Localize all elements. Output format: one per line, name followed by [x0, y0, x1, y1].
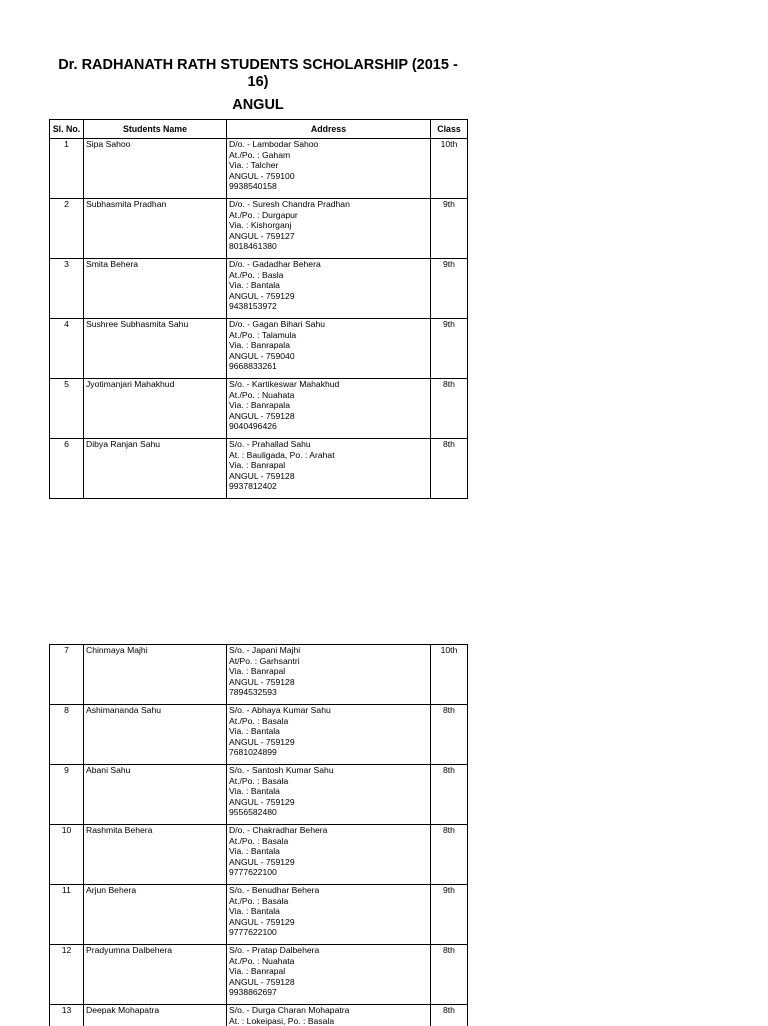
table-row — [50, 1005, 468, 1026]
address-line: Via. : Banrapal — [229, 666, 428, 677]
class-cell: 9th — [431, 319, 468, 379]
address-line: ANGUL - 759040 — [229, 351, 428, 362]
address-line: 9938540158 — [229, 181, 428, 192]
address-line: S/o. - Japani Majhi — [229, 645, 428, 656]
address-cell — [227, 825, 431, 885]
address-cell — [227, 1005, 431, 1026]
address-line: 7894532593 — [229, 687, 428, 698]
table-row — [50, 439, 468, 499]
address-cell — [227, 379, 431, 439]
address-line: Via. : Banrapala — [229, 340, 428, 351]
address-line: S/o. - Abhaya Kumar Sahu — [229, 705, 428, 716]
table-row — [50, 945, 468, 1005]
address-line: ANGUL - 759128 — [229, 677, 428, 688]
document-title-line-1: Dr. RADHANATH RATH STUDENTS SCHOLARSHIP (2015 - — [50, 57, 466, 74]
student-name-cell: Jyotimanjari Mahakhud — [84, 379, 227, 439]
address-line: 9938862697 — [229, 987, 428, 998]
address-line: Via. : Bantala — [229, 846, 428, 857]
address-cell — [227, 645, 431, 705]
scholarship-table-page-2 — [49, 644, 468, 1026]
address-line: ANGUL - 759128 — [229, 471, 428, 482]
student-name-cell: Deepak Mohapatra — [84, 1005, 227, 1026]
address-line: 9668833261 — [229, 361, 428, 372]
col-header-sl-no: Sl. No. — [50, 120, 84, 139]
class-cell: 9th — [431, 259, 468, 319]
table-row — [50, 885, 468, 945]
address-line: 9556582480 — [229, 807, 428, 818]
serial-number-cell: 2 — [50, 199, 84, 259]
address-line: S/o. - Durga Charan Mohapatra — [229, 1005, 428, 1016]
serial-number-cell: 12 — [50, 945, 84, 1005]
table-row — [50, 765, 468, 825]
table-row — [50, 139, 468, 199]
address-line: ANGUL - 759129 — [229, 797, 428, 808]
student-name-cell: Arjun Behera — [84, 885, 227, 945]
address-line: Via. : Kishorganj — [229, 220, 428, 231]
table-row — [50, 259, 468, 319]
student-name-cell: Sushree Subhasmita Sahu — [84, 319, 227, 379]
address-line: ANGUL - 759128 — [229, 977, 428, 988]
serial-number-cell: 8 — [50, 705, 84, 765]
address-line: Via. : Banrapal — [229, 966, 428, 977]
class-cell: 8th — [431, 765, 468, 825]
address-line: At./Po. : Basala — [229, 836, 428, 847]
address-line: S/o. - Benudhar Behera — [229, 885, 428, 896]
student-name-cell: Ashimananda Sahu — [84, 705, 227, 765]
address-cell — [227, 705, 431, 765]
address-line: At./Po. : Basala — [229, 896, 428, 907]
table-row — [50, 199, 468, 259]
student-name-cell: Smita Behera — [84, 259, 227, 319]
student-name-cell: Sipa Sahoo — [84, 139, 227, 199]
serial-number-cell: 5 — [50, 379, 84, 439]
student-name-cell: Abani Sahu — [84, 765, 227, 825]
table-header-row — [50, 120, 468, 139]
class-cell: 8th — [431, 705, 468, 765]
col-header-address: Address — [227, 120, 431, 139]
address-line: Via. : Talcher — [229, 160, 428, 171]
col-header-students-name: Students Name — [84, 120, 227, 139]
address-cell — [227, 885, 431, 945]
table-row — [50, 645, 468, 705]
serial-number-cell: 10 — [50, 825, 84, 885]
table-row — [50, 825, 468, 885]
address-line: At./Po. : Nuahata — [229, 956, 428, 967]
district-heading: ANGUL — [50, 97, 466, 114]
table-row — [50, 705, 468, 765]
table-row — [50, 319, 468, 379]
address-line: ANGUL - 759129 — [229, 291, 428, 302]
address-line: Via. : Bantala — [229, 726, 428, 737]
address-line: 8018461380 — [229, 241, 428, 252]
serial-number-cell: 1 — [50, 139, 84, 199]
address-line: At./Po. : Nuahata — [229, 390, 428, 401]
address-line: ANGUL - 759127 — [229, 231, 428, 242]
address-cell — [227, 765, 431, 825]
class-cell: 10th — [431, 645, 468, 705]
serial-number-cell: 7 — [50, 645, 84, 705]
address-line: D/o. - Lambodar Sahoo — [229, 139, 428, 150]
serial-number-cell: 6 — [50, 439, 84, 499]
address-line: At./Po. : Basala — [229, 716, 428, 727]
address-cell — [227, 259, 431, 319]
address-line: At./Po. : Basala — [229, 776, 428, 787]
address-line: S/o. - Pratap Dalbehera — [229, 945, 428, 956]
address-line: At./Po. : Gaham — [229, 150, 428, 161]
serial-number-cell: 11 — [50, 885, 84, 945]
address-line: At/Po. : Garhsantri — [229, 656, 428, 667]
serial-number-cell: 9 — [50, 765, 84, 825]
address-line: ANGUL - 759129 — [229, 917, 428, 928]
class-cell: 8th — [431, 379, 468, 439]
scholarship-table-page-1 — [49, 119, 468, 499]
address-line: ANGUL - 759128 — [229, 411, 428, 422]
address-line: Via. : Banrapal — [229, 460, 428, 471]
address-line: 9438153972 — [229, 301, 428, 312]
address-line: ANGUL - 759100 — [229, 171, 428, 182]
serial-number-cell: 4 — [50, 319, 84, 379]
table-body-page-1 — [50, 139, 468, 499]
serial-number-cell: 13 — [50, 1005, 84, 1026]
class-cell: 8th — [431, 439, 468, 499]
student-name-cell: Rashmita Behera — [84, 825, 227, 885]
address-line: ANGUL - 759129 — [229, 737, 428, 748]
class-cell: 10th — [431, 139, 468, 199]
address-cell — [227, 945, 431, 1005]
address-line: At./Po. : Durgapur — [229, 210, 428, 221]
address-line: D/o. - Chakradhar Behera — [229, 825, 428, 836]
address-line: Via. : Banrapala — [229, 400, 428, 411]
class-cell: 9th — [431, 199, 468, 259]
address-line: Via. : Bantala — [229, 906, 428, 917]
address-cell — [227, 139, 431, 199]
class-cell: 9th — [431, 885, 468, 945]
student-name-cell: Subhasmita Pradhan — [84, 199, 227, 259]
address-cell — [227, 199, 431, 259]
address-line: 7681024899 — [229, 747, 428, 758]
table-row — [50, 379, 468, 439]
address-line: 9777622100 — [229, 927, 428, 938]
class-cell: 8th — [431, 1005, 468, 1026]
address-line: S/o. - Kartikeswar Mahakhud — [229, 379, 428, 390]
class-cell: 8th — [431, 945, 468, 1005]
student-name-cell: Chinmaya Majhi — [84, 645, 227, 705]
address-line: Via. : Bantala — [229, 280, 428, 291]
address-line: D/o. - Gagan Bihari Sahu — [229, 319, 428, 330]
col-header-class: Class — [431, 120, 468, 139]
address-line: 9040496426 — [229, 421, 428, 432]
address-line: 9937812402 — [229, 481, 428, 492]
address-line: 9777622100 — [229, 867, 428, 878]
student-name-cell: Pradyumna Dalbehera — [84, 945, 227, 1005]
address-line: At./Po. : Talamula — [229, 330, 428, 341]
address-line: At. : Lokeipasi, Po. : Basala — [229, 1016, 428, 1026]
address-line: D/o. - Gadadhar Behera — [229, 259, 428, 270]
address-line: Via. : Bantala — [229, 786, 428, 797]
address-line: At./Po. : Basla — [229, 270, 428, 281]
address-line: At. : Bauligada, Po. : Arahat — [229, 450, 428, 461]
serial-number-cell: 3 — [50, 259, 84, 319]
address-line: S/o. - Santosh Kumar Sahu — [229, 765, 428, 776]
table-body-page-2 — [50, 645, 468, 1026]
address-line: D/o. - Suresh Chandra Pradhan — [229, 199, 428, 210]
address-line: ANGUL - 759129 — [229, 857, 428, 868]
class-cell: 8th — [431, 825, 468, 885]
student-name-cell: Dibya Ranjan Sahu — [84, 439, 227, 499]
document-title-line-2: 16) — [50, 74, 466, 91]
address-line: S/o. - Prahallad Sahu — [229, 439, 428, 450]
address-cell — [227, 439, 431, 499]
address-cell — [227, 319, 431, 379]
